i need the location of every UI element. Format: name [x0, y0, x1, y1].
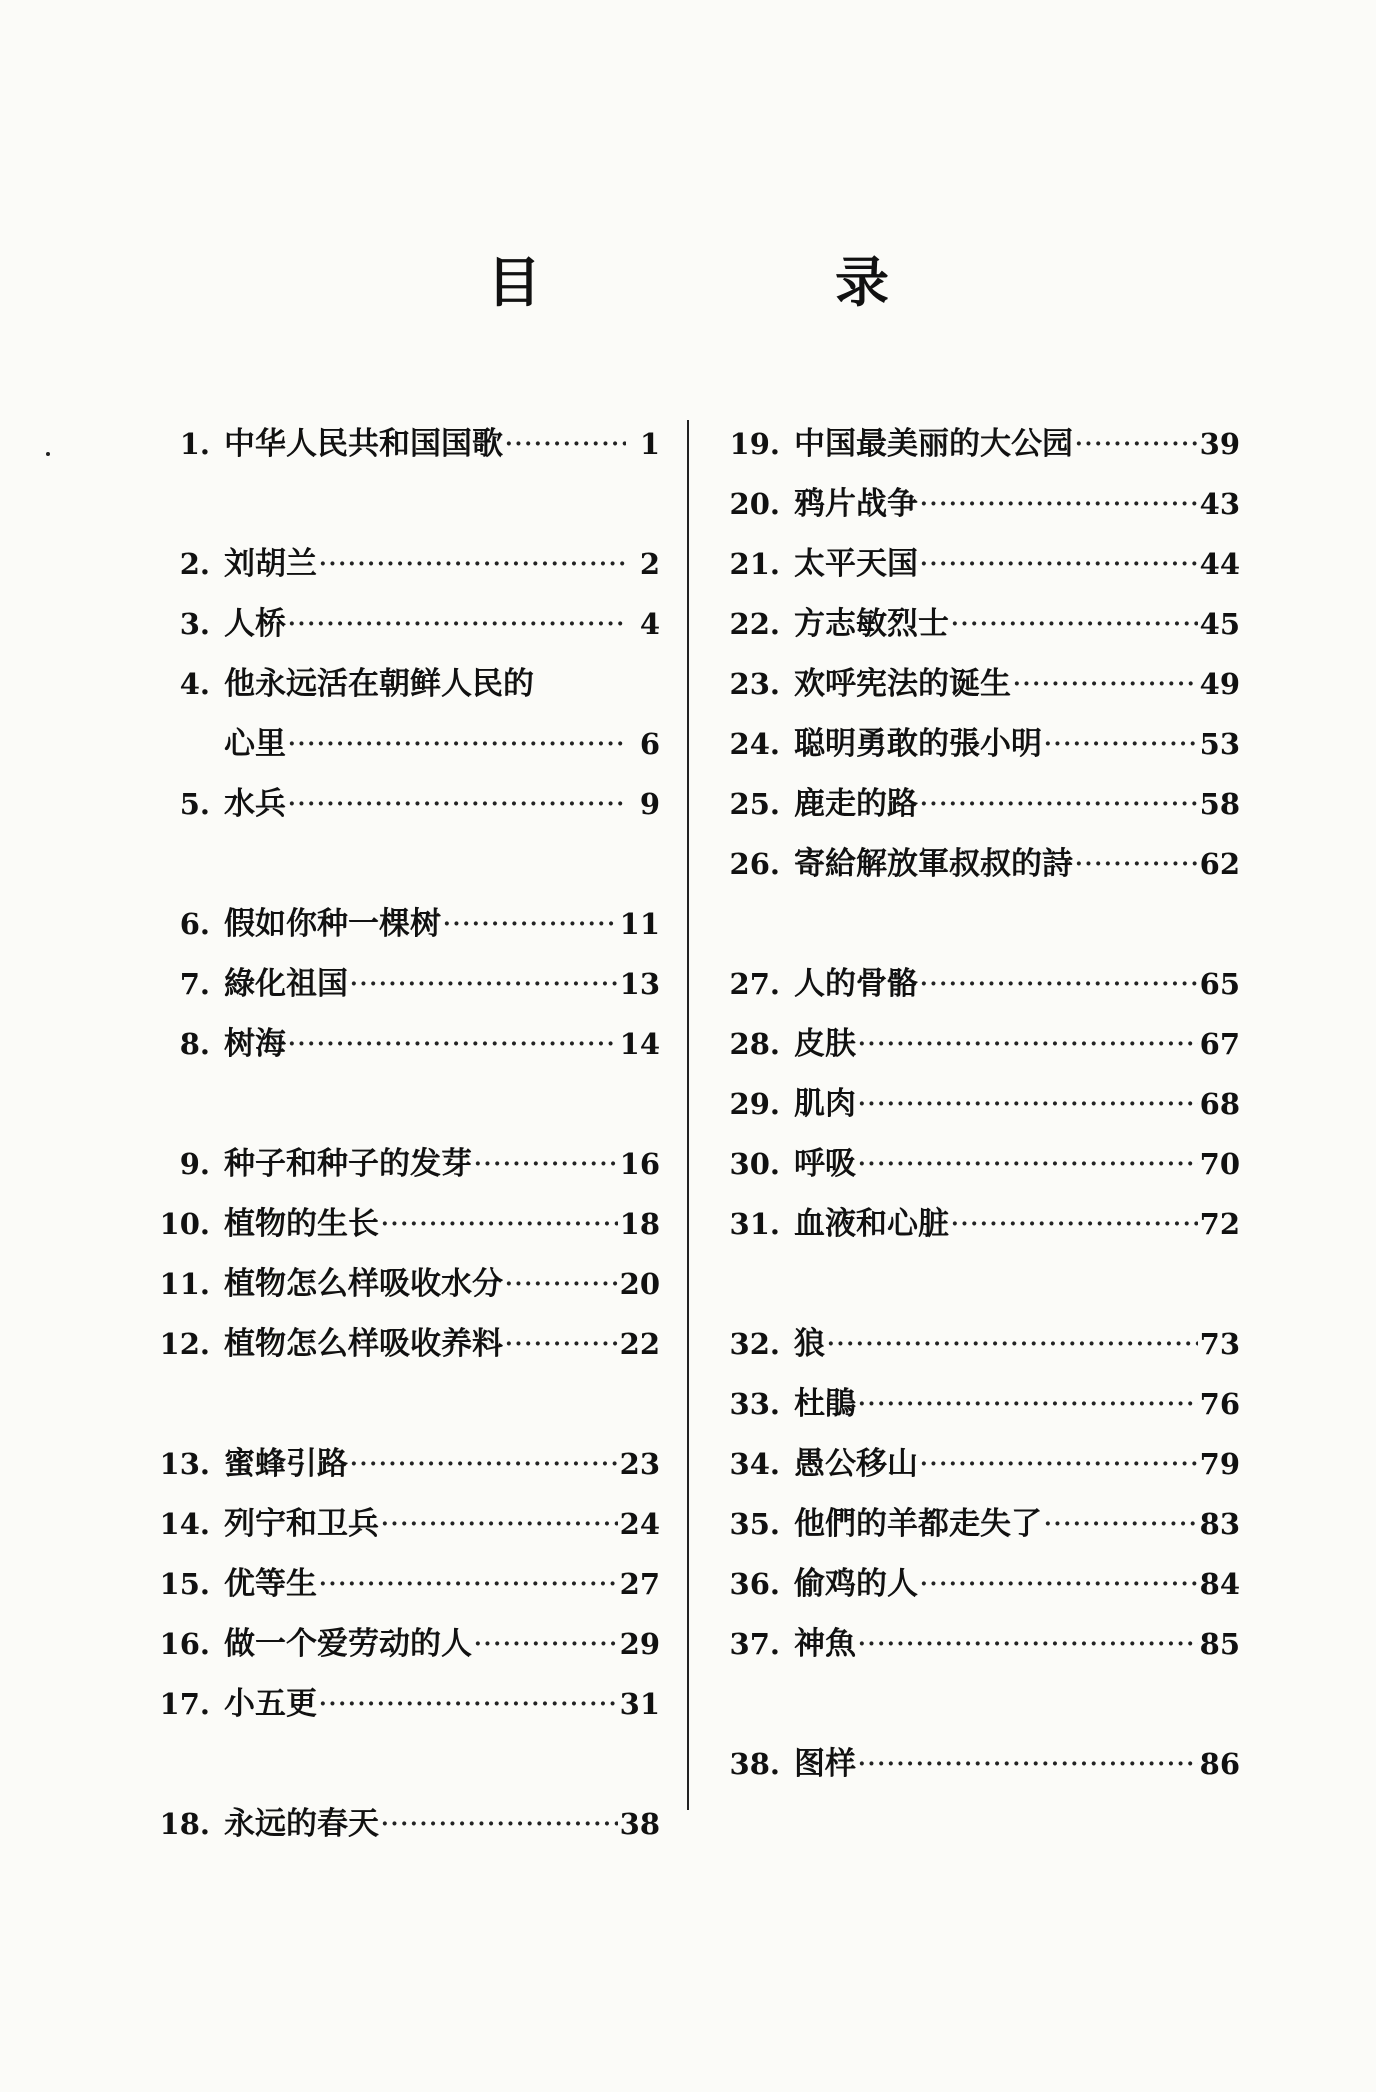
- section-gap: [120, 1362, 660, 1422]
- entry-number: 1.: [179, 427, 210, 461]
- entry-title: 做一个爱劳动的人: [224, 1626, 472, 1662]
- section-gap: [120, 462, 660, 522]
- entry-title: 水兵: [224, 786, 286, 822]
- toc-entry[interactable]: [120, 582, 660, 642]
- dot-leader: [920, 786, 1198, 822]
- entry-page-number: 29: [619, 1627, 660, 1661]
- dot-leader: [505, 426, 626, 462]
- dot-leader: [288, 786, 626, 822]
- entry-page-number: 24: [619, 1507, 660, 1541]
- entry-number: 27.: [729, 967, 780, 1001]
- dot-leader: [920, 546, 1198, 582]
- toc-entry[interactable]: [700, 1002, 1240, 1062]
- entry-number: 18.: [159, 1807, 210, 1841]
- toc-entry[interactable]: [700, 1362, 1240, 1422]
- entry-page-number: 14: [619, 1027, 660, 1061]
- entry-number: 20.: [729, 487, 780, 521]
- entry-title: 肌肉: [794, 1086, 856, 1122]
- toc-entry[interactable]: [120, 1122, 660, 1182]
- dot-leader: [350, 1446, 618, 1482]
- toc-entry[interactable]: [120, 1782, 660, 1842]
- toc-entry[interactable]: [700, 402, 1240, 462]
- entry-page-number: 86: [1199, 1747, 1240, 1781]
- entry-title: 中国最美丽的大公园: [794, 426, 1073, 462]
- dot-leader: [443, 906, 618, 942]
- entry-number: 24.: [729, 727, 780, 761]
- entry-title: 聪明勇敢的張小明: [794, 726, 1042, 762]
- entry-title: 心里: [224, 726, 286, 762]
- toc-entry[interactable]: [700, 1182, 1240, 1242]
- toc-entry[interactable]: [700, 1422, 1240, 1482]
- entry-title: 血液和心脏: [794, 1206, 949, 1242]
- toc-entry[interactable]: [700, 462, 1240, 522]
- entry-number: 26.: [729, 847, 780, 881]
- entry-number: 10.: [159, 1207, 210, 1241]
- entry-title: 刘胡兰: [224, 546, 317, 582]
- entry-number: 36.: [729, 1567, 780, 1601]
- dot-leader: [474, 1626, 618, 1662]
- entry-title: 植物怎么样吸收水分: [224, 1266, 503, 1302]
- entry-page-number: 44: [1199, 547, 1240, 581]
- entry-number: 6.: [179, 907, 210, 941]
- entry-title: 永远的春天: [224, 1806, 379, 1842]
- entry-number: 21.: [729, 547, 780, 581]
- dot-leader: [858, 1386, 1198, 1422]
- entry-page-number: 9: [639, 787, 660, 821]
- entry-title: 方志敏烈士: [794, 606, 949, 642]
- entry-number: 37.: [729, 1627, 780, 1661]
- entry-number: 28.: [729, 1027, 780, 1061]
- entry-page-number: 83: [1199, 1507, 1240, 1541]
- entry-title: 神魚: [794, 1626, 856, 1662]
- section-gap: [700, 882, 1240, 942]
- entry-number: 13.: [159, 1447, 210, 1481]
- entry-number: 7.: [179, 967, 210, 1001]
- toc-entry[interactable]: [120, 882, 660, 942]
- dot-leader: [381, 1506, 618, 1542]
- entry-title: 愚公移山: [794, 1446, 918, 1482]
- dot-leader: [858, 1026, 1198, 1062]
- dot-leader: [858, 1626, 1198, 1662]
- dot-leader: [319, 1566, 618, 1602]
- section-gap: [700, 1662, 1240, 1722]
- toc-entry[interactable]: [120, 1662, 660, 1722]
- entry-number: 5.: [179, 787, 210, 821]
- toc-entry[interactable]: [700, 702, 1240, 762]
- dot-leader: [951, 606, 1198, 642]
- toc-entry[interactable]: [700, 522, 1240, 582]
- toc-entry[interactable]: [700, 1722, 1240, 1782]
- entry-number: 22.: [729, 607, 780, 641]
- toc-entry[interactable]: [120, 942, 660, 1002]
- toc-entry[interactable]: [700, 1122, 1240, 1182]
- entry-title: 植物怎么样吸收养料: [224, 1326, 503, 1362]
- entry-number: 30.: [729, 1147, 780, 1181]
- entry-title: 狼: [794, 1326, 825, 1362]
- dot-leader: [474, 1146, 618, 1182]
- entry-page-number: 16: [619, 1147, 660, 1181]
- entry-number: 8.: [179, 1027, 210, 1061]
- entry-number: 33.: [729, 1387, 780, 1421]
- entry-page-number: 62: [1199, 847, 1240, 881]
- entry-title: 中华人民共和国国歌: [224, 426, 503, 462]
- toc-entry[interactable]: [120, 1182, 660, 1242]
- column-divider: [687, 420, 689, 1810]
- entry-number: 4.: [179, 667, 210, 701]
- entry-page-number: 85: [1199, 1627, 1240, 1661]
- entry-page-number: 76: [1199, 1387, 1240, 1421]
- dot-leader: [858, 1086, 1198, 1122]
- entry-number: 25.: [729, 787, 780, 821]
- entry-title: 树海: [224, 1026, 286, 1062]
- entry-number: 2.: [179, 547, 210, 581]
- entry-title: 图样: [794, 1746, 856, 1782]
- entry-title: 偷鸡的人: [794, 1566, 918, 1602]
- entry-title: 呼吸: [794, 1146, 856, 1182]
- entry-title: 杜鵑: [794, 1386, 856, 1422]
- entry-page-number: 13: [619, 967, 660, 1001]
- toc-entry[interactable]: [120, 1242, 660, 1302]
- dot-leader: [1044, 726, 1198, 762]
- toc-entry[interactable]: [120, 1602, 660, 1662]
- ink-speck: [46, 452, 50, 456]
- toc-entry[interactable]: [700, 1542, 1240, 1602]
- dot-leader: [920, 1446, 1198, 1482]
- dot-leader: [951, 1206, 1198, 1242]
- entry-title: 种子和种子的发芽: [224, 1146, 472, 1182]
- entry-title: 人桥: [224, 606, 286, 642]
- dot-leader: [920, 1566, 1198, 1602]
- entry-number: 34.: [729, 1447, 780, 1481]
- section-gap: [120, 1062, 660, 1122]
- entry-title: 列宁和卫兵: [224, 1506, 379, 1542]
- entry-page-number: 11: [619, 907, 660, 941]
- entry-title: 皮肤: [794, 1026, 856, 1062]
- entry-page-number: 23: [619, 1447, 660, 1481]
- section-gap: [120, 822, 660, 882]
- entry-title: 人的骨骼: [794, 966, 918, 1002]
- dot-leader: [1044, 1506, 1198, 1542]
- toc-entry[interactable]: [120, 1002, 660, 1062]
- entry-number: 15.: [159, 1567, 210, 1601]
- entry-page-number: 31: [619, 1687, 660, 1721]
- section-gap: [120, 1722, 660, 1782]
- entry-page-number: 49: [1199, 667, 1240, 701]
- entry-title: 欢呼宪法的诞生: [794, 666, 1011, 702]
- entry-page-number: 53: [1199, 727, 1240, 761]
- entry-title: 蜜蜂引路: [224, 1446, 348, 1482]
- section-gap: [700, 1242, 1240, 1302]
- entry-number: 12.: [159, 1327, 210, 1361]
- toc-entry[interactable]: [700, 942, 1240, 1002]
- toc-entry[interactable]: [700, 822, 1240, 882]
- dot-leader: [858, 1746, 1198, 1782]
- entry-title: 植物的生长: [224, 1206, 379, 1242]
- toc-entry[interactable]: [700, 1482, 1240, 1542]
- entry-number: 14.: [159, 1507, 210, 1541]
- entry-page-number: 6: [639, 727, 660, 761]
- toc-entry[interactable]: [700, 1302, 1240, 1362]
- toc-entry[interactable]: [120, 1542, 660, 1602]
- toc-entry[interactable]: [120, 402, 660, 462]
- toc-entry[interactable]: [120, 1302, 660, 1362]
- dot-leader: [920, 486, 1198, 522]
- page-title: 目 录: [487, 251, 1009, 314]
- toc-entry[interactable]: [120, 702, 660, 762]
- toc-right-column: [700, 402, 1240, 1782]
- dot-leader: [381, 1806, 618, 1842]
- entry-page-number: 22: [619, 1327, 660, 1361]
- dot-leader: [288, 606, 626, 642]
- entry-number: 3.: [179, 607, 210, 641]
- entry-number: 35.: [729, 1507, 780, 1541]
- dot-leader: [288, 1026, 618, 1062]
- dot-leader: [288, 726, 626, 762]
- entry-title: 他永远活在朝鲜人民的: [224, 666, 534, 702]
- dot-leader: [1013, 666, 1198, 702]
- dot-leader: [920, 966, 1198, 1002]
- entry-title: 鸦片战争: [794, 486, 918, 522]
- entry-page-number: 1: [639, 427, 660, 461]
- dot-leader: [319, 546, 626, 582]
- entry-page-number: 58: [1199, 787, 1240, 821]
- entry-title: 他們的羊都走失了: [794, 1506, 1042, 1542]
- dot-leader: [381, 1206, 618, 1242]
- toc-entry[interactable]: [120, 1422, 660, 1482]
- toc-entry[interactable]: [120, 522, 660, 582]
- entry-title: 綠化祖国: [224, 966, 348, 1002]
- entry-page-number: 70: [1199, 1147, 1240, 1181]
- entry-number: 38.: [729, 1747, 780, 1781]
- entry-page-number: 27: [619, 1567, 660, 1601]
- entry-number: 32.: [729, 1327, 780, 1361]
- toc-entry[interactable]: [120, 1482, 660, 1542]
- entry-number: 29.: [729, 1087, 780, 1121]
- entry-title: 鹿走的路: [794, 786, 918, 822]
- dot-leader: [858, 1146, 1198, 1182]
- entry-number: 11.: [159, 1267, 210, 1301]
- entry-number: 16.: [159, 1627, 210, 1661]
- dot-leader: [319, 1686, 618, 1722]
- entry-page-number: 68: [1199, 1087, 1240, 1121]
- toc-entry[interactable]: [700, 1062, 1240, 1122]
- dot-leader: [827, 1326, 1198, 1362]
- entry-number: 9.: [179, 1147, 210, 1181]
- entry-page-number: 2: [639, 547, 660, 581]
- toc-entry[interactable]: [120, 642, 660, 702]
- entry-title: 优等生: [224, 1566, 317, 1602]
- dot-leader: [1075, 846, 1198, 882]
- toc-entry[interactable]: [700, 642, 1240, 702]
- entry-title: 寄給解放軍叔叔的詩: [794, 846, 1073, 882]
- entry-page-number: 72: [1199, 1207, 1240, 1241]
- entry-number: 31.: [729, 1207, 780, 1241]
- entry-page-number: 67: [1199, 1027, 1240, 1061]
- entry-page-number: 45: [1199, 607, 1240, 641]
- toc-entry[interactable]: [700, 762, 1240, 822]
- entry-page-number: 38: [619, 1807, 660, 1841]
- entry-page-number: 20: [619, 1267, 660, 1301]
- entry-page-number: 4: [639, 607, 660, 641]
- entry-page-number: 79: [1199, 1447, 1240, 1481]
- dot-leader: [505, 1266, 618, 1302]
- entry-title: 太平天国: [794, 546, 918, 582]
- entry-number: 17.: [159, 1687, 210, 1721]
- dot-leader: [350, 966, 618, 1002]
- entry-page-number: 39: [1199, 427, 1240, 461]
- entry-page-number: 73: [1199, 1327, 1240, 1361]
- toc-left-column: [120, 402, 660, 1842]
- entry-number: 23.: [729, 667, 780, 701]
- entry-page-number: 65: [1199, 967, 1240, 1001]
- dot-leader: [505, 1326, 618, 1362]
- entry-page-number: 18: [619, 1207, 660, 1241]
- toc-entry[interactable]: [700, 1602, 1240, 1662]
- entry-page-number: 84: [1199, 1567, 1240, 1601]
- entry-number: 19.: [729, 427, 780, 461]
- dot-leader: [1075, 426, 1198, 462]
- toc-entry[interactable]: [120, 762, 660, 822]
- entry-title: 小五更: [224, 1686, 317, 1722]
- toc-entry[interactable]: [700, 582, 1240, 642]
- entry-page-number: 43: [1199, 487, 1240, 521]
- entry-title: 假如你种一棵树: [224, 906, 441, 942]
